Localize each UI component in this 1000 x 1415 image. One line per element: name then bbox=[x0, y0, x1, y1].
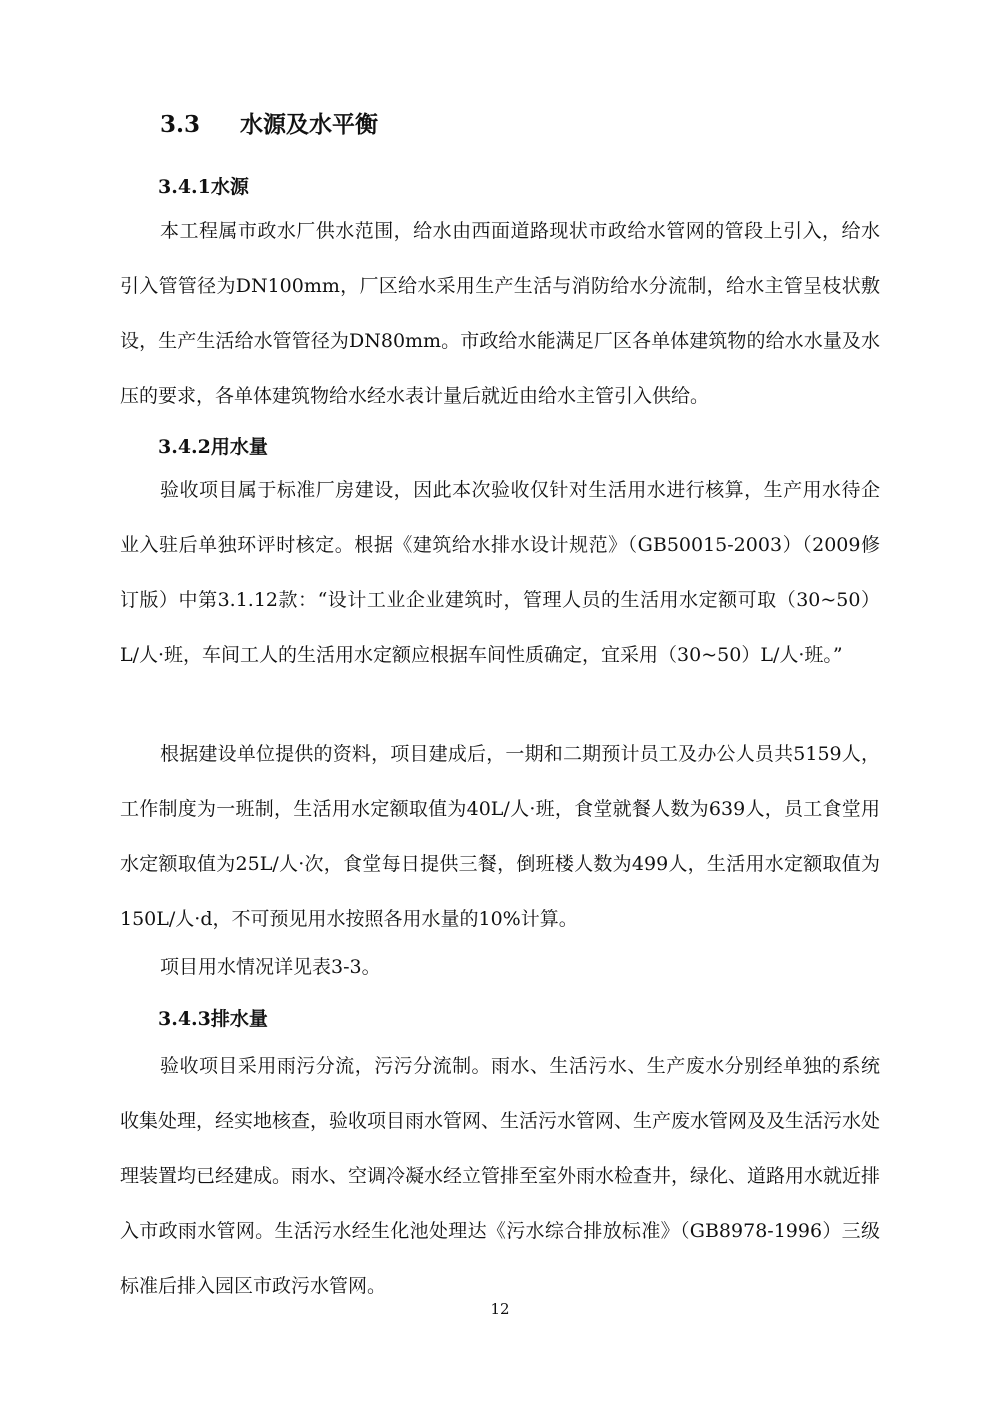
section-heading bbox=[160, 106, 378, 139]
subsection-heading-drainage: 3.4.3排水量 bbox=[158, 1008, 268, 1030]
subsection-heading-water-usage: 3.4.2用水量 bbox=[158, 436, 268, 458]
section-number: 3.3 bbox=[160, 111, 201, 138]
paragraph-water-usage-standard: 验收项目属于标准厂房建设，因此本次验收仅针对生活用水进行核算，生产用水待企业入驻后单独环评时核定。根据《建筑给水排水设计规范》（GB50015-2003）（2009修订版）中第3.1.12款：“设计工业企业建筑时，管理人员的生活用水定额可取（30~50）L/人·班，车间工人的生活用水定额应根据车间性质确定，宜采用（30~50）L/人·班。” bbox=[120, 479, 880, 666]
paragraph-water-usage-table-ref: 项目用水情况详见表3-3。 bbox=[160, 956, 381, 978]
paragraph-water-usage-data: 根据建设单位提供的资料，项目建成后，一期和二期预计员工及办公人员共5159人，工作制度为一班制，生活用水定额取值为40L/人·班，食堂就餐人数为639人，员工食堂用水定额取值为25L/人·次，食堂每日提供三餐，倒班楼人数为499人，生活用水定额取值为150L/人·d，不可预见用水按照各用水量的10%计算。 bbox=[120, 743, 880, 930]
subsection-heading-water-source: 3.4.1水源 bbox=[158, 176, 249, 198]
paragraph-water-source: 本工程属市政水厂供水范围，给水由西面道路现状市政给水管网的管段上引入，给水引入管管径为DN100mm，厂区给水采用生产生活与消防给水分流制，给水主管呈枝状敷设，生产生活给水管管径为DN80mm。市政给水能满足厂区各单体建筑物的给水水量及水压的要求，各单体建筑物给水经水表计量后就近由给水主管引入供给。 bbox=[120, 220, 880, 407]
paragraph-drainage: 验收项目采用雨污分流，污污分流制。雨水、生活污水、生产废水分别经单独的系统收集处理，经实地核查，验收项目雨水管网、生活污水管网、生产废水管网及及生活污水处理装置均已经建成。雨水、空调冷凝水经立管排至室外雨水检查井，绿化、道路用水就近排入市政雨水管网。生活污水经生化池处理达《污水综合排放标准》（GB8978-1996）三级标准后排入园区市政污水管网。 bbox=[120, 1055, 881, 1297]
page-number: 12 bbox=[490, 1300, 510, 1318]
section-title-text: 水源及水平衡 bbox=[240, 111, 378, 138]
